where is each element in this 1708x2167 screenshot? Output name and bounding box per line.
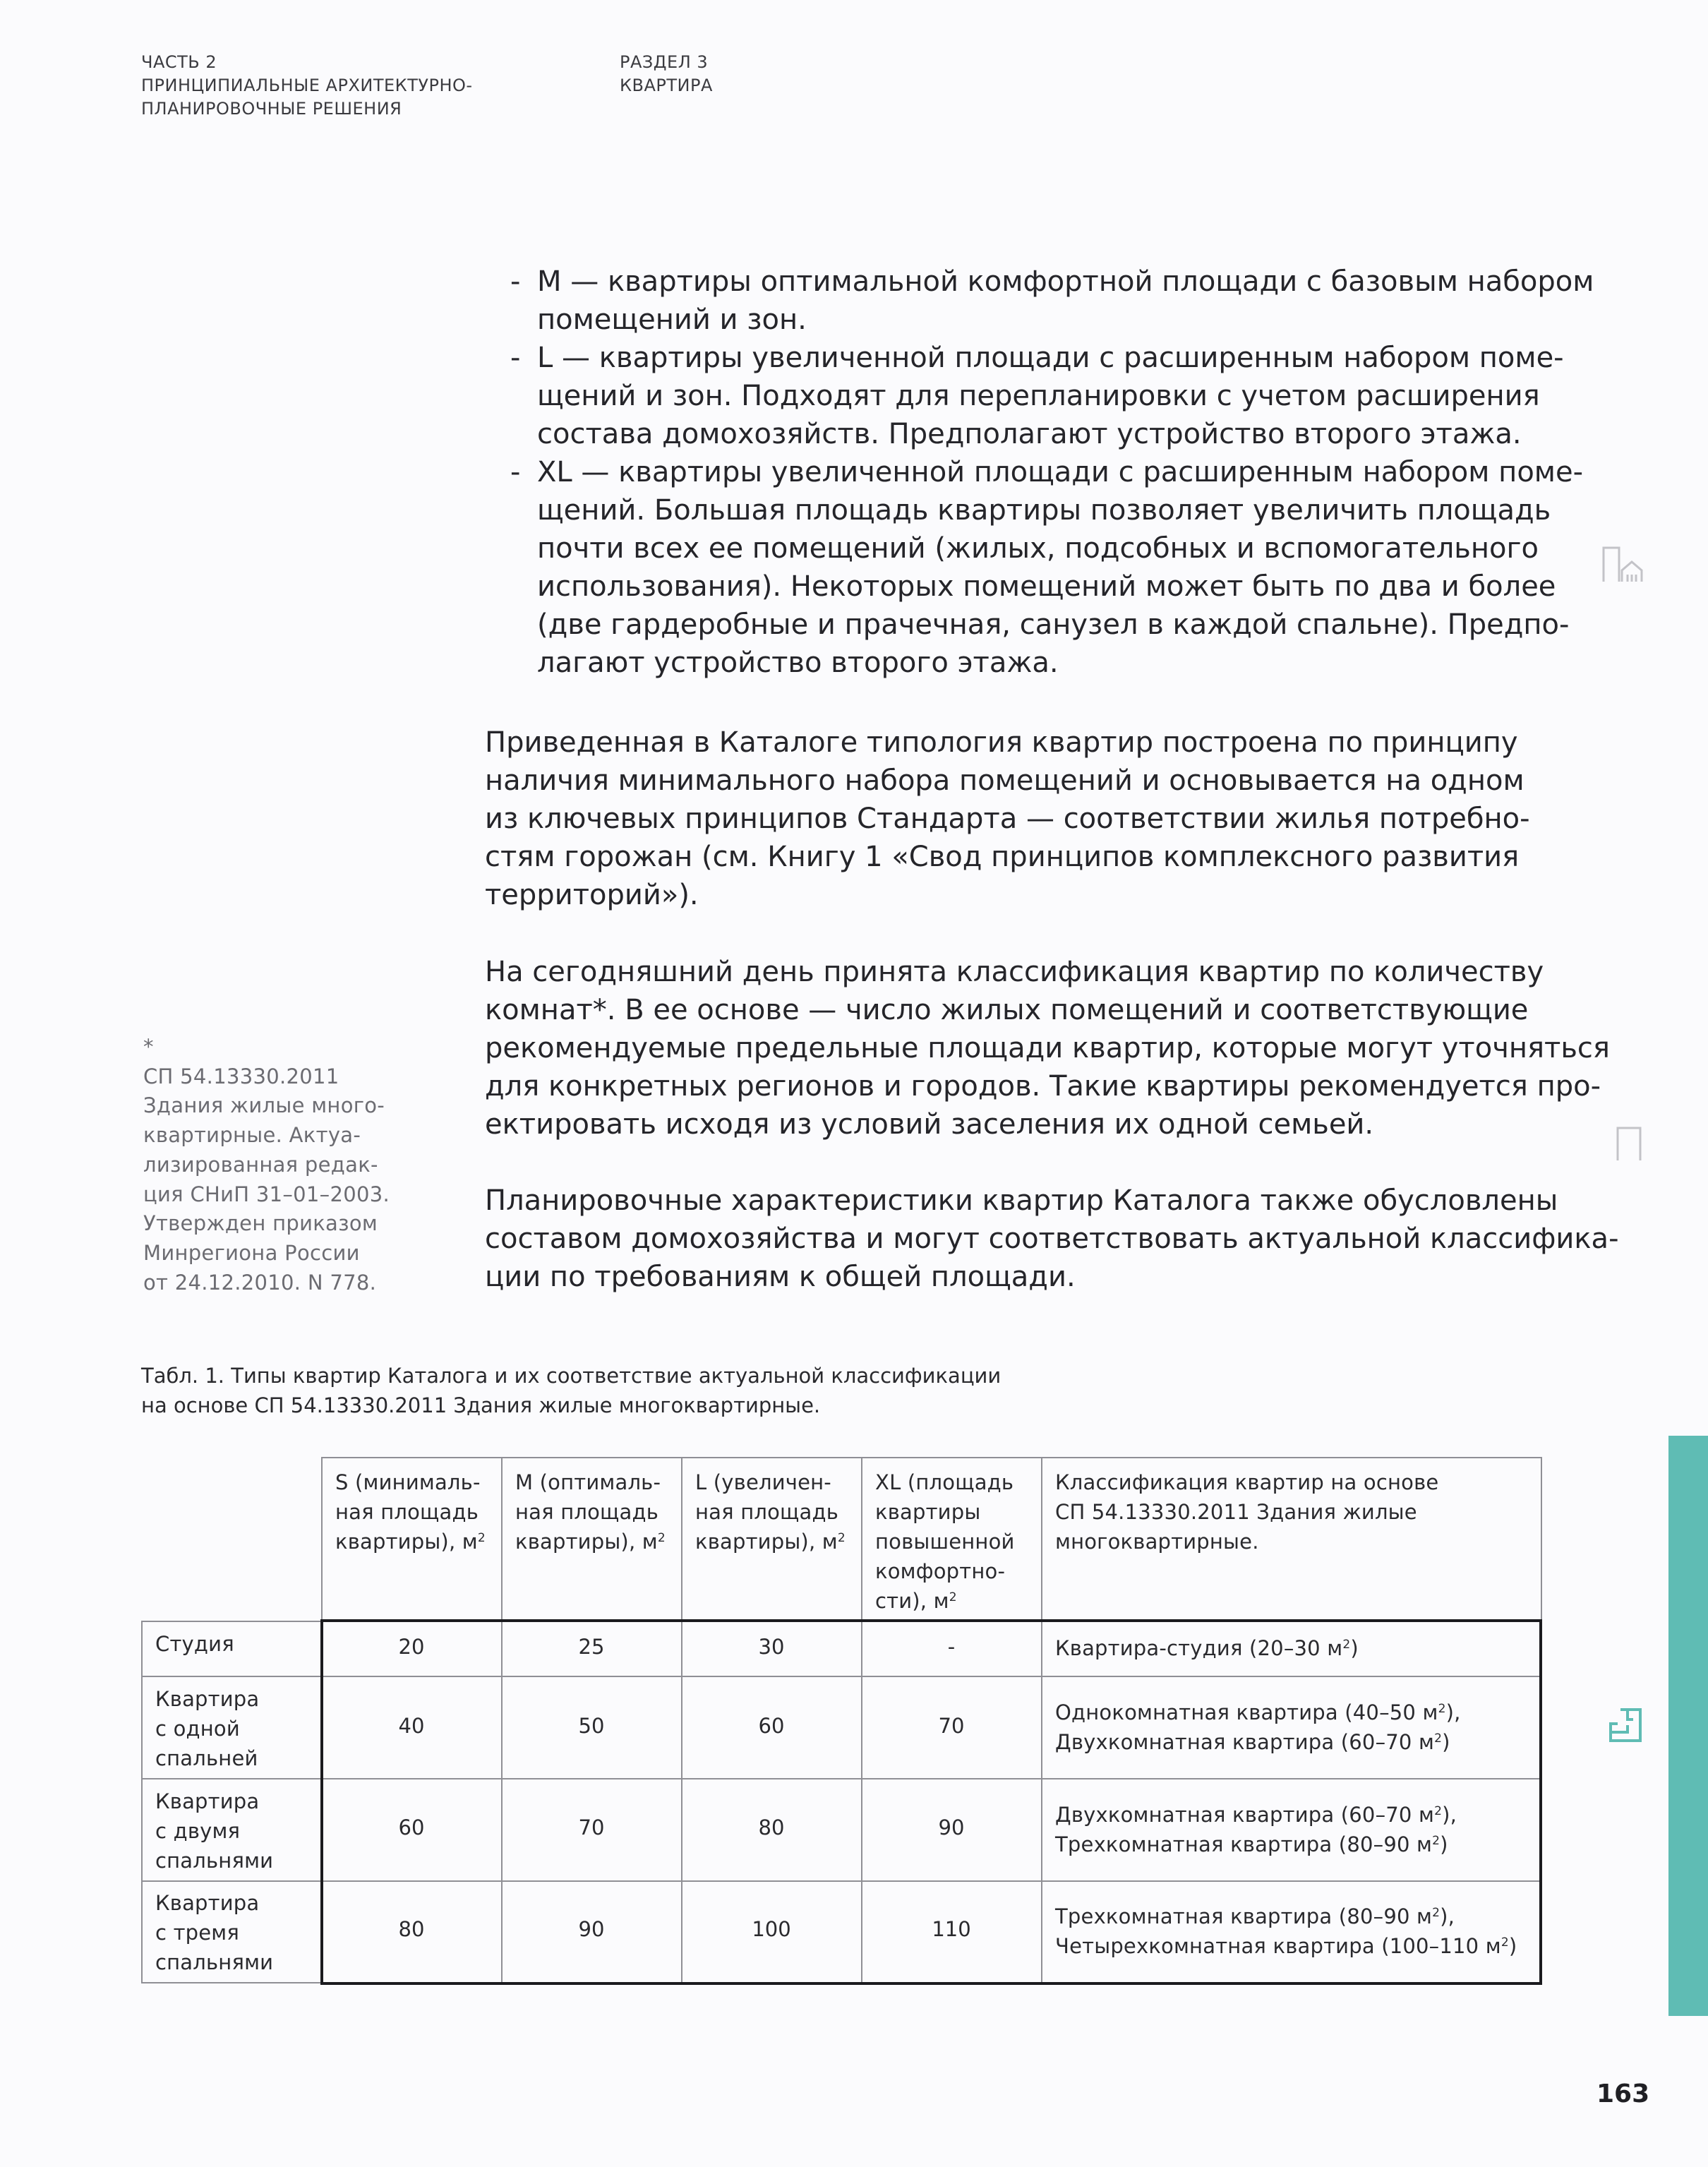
- caption-line: на основе СП 54.13330.2011 Здания жилые многоквартирные.: [141, 1393, 821, 1417]
- value-l: 60: [758, 1714, 785, 1738]
- classification-text: ),: [1442, 1803, 1457, 1827]
- footnote-line: *: [143, 1035, 154, 1059]
- classification-line: [1055, 1698, 1461, 1727]
- list-line: щений и зон. Подходят для перепланировки с учетом расширения: [537, 380, 1540, 412]
- caption-line: Табл. 1. Типы квартир Каталога и их соответствие актуальной классификации: [141, 1364, 1002, 1388]
- paragraph-classification: [485, 953, 1610, 1143]
- classification-text: Трехкомнатная квартира (80–90 м: [1055, 1832, 1433, 1856]
- bullet-dash: -: [510, 456, 521, 488]
- footnote-line: Утвержден приказом: [143, 1211, 378, 1236]
- value-m: 90: [578, 1917, 605, 1941]
- value-xl: 70: [938, 1714, 965, 1738]
- list-line: лагают устройство второго этажа.: [537, 647, 1059, 679]
- value-xl: 110: [932, 1917, 971, 1941]
- classification-line: [1055, 1830, 1457, 1859]
- value-m: 70: [578, 1815, 605, 1839]
- list-item: [485, 263, 1594, 339]
- header-line: [695, 1527, 846, 1556]
- unit-power: 2: [1432, 1906, 1441, 1920]
- header-line: Классификация квартир на основе: [1055, 1470, 1439, 1494]
- header-text: сти), м: [875, 1589, 949, 1613]
- classification-text: ): [1440, 1832, 1448, 1856]
- classification-text: Двухкомнатная квартира (60–70 м: [1055, 1730, 1435, 1754]
- classification-text: Однокомнатная квартира (40–50 м: [1055, 1700, 1438, 1724]
- classification-text: Квартира-студия (20–30 м: [1055, 1636, 1343, 1660]
- building-part-icon: [1601, 545, 1644, 584]
- header-line: многоквартирные.: [1055, 1530, 1259, 1554]
- classification-text: Двухкомнатная квартира (60–70 м: [1055, 1803, 1435, 1827]
- list-line: почти всех ее помещений (жилых, подсобных и вспомогательного: [537, 532, 1539, 565]
- paragraph-line: На сегодняшний день принята классификация квартир по количеству: [485, 956, 1544, 988]
- row-label-three-bedrooms: [155, 1888, 273, 1977]
- row-label-two-bedrooms: [155, 1787, 273, 1875]
- paragraph-line: для конкретных регионов и городов. Такие квартиры рекомендуется про-: [485, 1070, 1601, 1103]
- classification-line: [1055, 1902, 1517, 1931]
- unit-power: 2: [1342, 1638, 1351, 1652]
- unit-power: 2: [477, 1531, 486, 1545]
- value-m: 50: [578, 1714, 605, 1738]
- row-label-line: Квартира: [155, 1789, 260, 1813]
- row-label-line: спальней: [155, 1746, 258, 1770]
- apartment-types-table: [141, 1457, 1542, 1985]
- unit-power: 2: [1432, 1834, 1441, 1848]
- paragraph-line: Планировочные характеристики квартир Каталога также обусловлены: [485, 1184, 1558, 1217]
- table-grid-line: [321, 1457, 1542, 1458]
- unit-power: 2: [1438, 1702, 1446, 1716]
- value-l: 30: [758, 1635, 785, 1659]
- header-part: [141, 51, 536, 121]
- classification-text: ): [1508, 1934, 1517, 1958]
- row-label-line: с тремя: [155, 1921, 240, 1945]
- unit-power: 2: [657, 1531, 666, 1545]
- unit-power: 2: [1434, 1731, 1443, 1746]
- classification-three-bedrooms: [1055, 1902, 1517, 1961]
- paragraph-line: ции по требованиям к общей площади.: [485, 1261, 1076, 1293]
- header-line: [335, 1527, 486, 1556]
- unit-power: 2: [1434, 1804, 1443, 1818]
- row-label-line: с двумя: [155, 1819, 241, 1843]
- paragraph-line: рекомендуемые предельные площади квартир, которые могут уточняться: [485, 1032, 1610, 1064]
- row-label-line: Квартира: [155, 1687, 260, 1711]
- row-label-line: с одной: [155, 1717, 240, 1741]
- value-xl: -: [947, 1635, 956, 1659]
- classification-line: [1055, 1800, 1457, 1830]
- paragraph-line: Приведенная в Каталоге типология квартир построена по принципу: [485, 726, 1518, 759]
- unit-power: 2: [949, 1590, 957, 1604]
- footnote-line: от 24.12.2010. N 778.: [143, 1270, 377, 1295]
- classification-text: ),: [1440, 1904, 1455, 1928]
- header-line: ная площадь: [335, 1500, 479, 1524]
- value-s: 80: [398, 1917, 425, 1941]
- bullet-dash: -: [510, 342, 521, 374]
- classification-text: Четырехкомнатная квартира (100–110 м: [1055, 1934, 1501, 1958]
- footnote-line: ция СНиП 31–01–2003.: [143, 1182, 390, 1206]
- header-line: [515, 1527, 666, 1556]
- list-item: [485, 453, 1584, 682]
- paragraph-planning: [485, 1182, 1619, 1296]
- header-line: СП 54.13330.2011 Здания жилые: [1055, 1500, 1417, 1524]
- unit-power: 2: [1500, 1935, 1509, 1950]
- row-label-line: спальнями: [155, 1950, 274, 1974]
- table-caption: [141, 1361, 1001, 1420]
- value-l: 80: [758, 1815, 785, 1839]
- footnote-line: СП 54.13330.2011: [143, 1064, 339, 1088]
- footnote-line: лизированная редак-: [143, 1152, 378, 1177]
- classification-line: [1055, 1727, 1461, 1757]
- header-part-line: ПРИНЦИПИАЛЬНЫЕ АРХИТЕКТУРНО-: [141, 76, 473, 95]
- list-line: состава домохозяйств. Предполагают устройство второго этажа.: [537, 418, 1522, 450]
- paragraph-line: стям горожан (см. Книгу 1 «Свод принципов комплексного развития: [485, 841, 1520, 873]
- header-line: квартиры: [875, 1500, 981, 1524]
- header-text: квартиры), м: [335, 1530, 478, 1554]
- list-line: XL — квартиры увеличенной площади с расширенным набором поме-: [537, 456, 1584, 488]
- table-header-l: [695, 1467, 846, 1556]
- classification-two-bedrooms: [1055, 1800, 1457, 1859]
- paragraph-line: из ключевых принципов Стандарта — соответствии жилья потребно-: [485, 803, 1530, 835]
- paragraph-typology: [485, 724, 1544, 914]
- header-line: [875, 1586, 1015, 1616]
- section-part-icon: [1615, 1125, 1643, 1162]
- paragraph-line: наличия минимального набора помещений и основывается на одном: [485, 764, 1524, 797]
- table-grid-line: [141, 1621, 143, 1983]
- footnote: [143, 1033, 390, 1297]
- header-part-line: ЧАСТЬ 2: [141, 52, 217, 72]
- header-line: комфортно-: [875, 1559, 1006, 1583]
- paragraph-line: составом домохозяйства и могут соответствовать актуальной классифика-: [485, 1223, 1619, 1255]
- unit-power: 2: [837, 1531, 846, 1545]
- row-label-one-bedroom: [155, 1684, 259, 1773]
- value-s: 60: [398, 1815, 425, 1839]
- header-section-line: КВАРТИРА: [620, 76, 713, 95]
- list-line: щений. Большая площадь квартиры позволяет увеличить площадь: [537, 494, 1551, 527]
- table-header-s: [335, 1467, 486, 1556]
- list-line: (две гардеробные и прачечная, санузел в каждой спальне). Предпо-: [537, 608, 1570, 641]
- table-header-m: [515, 1467, 666, 1556]
- section-tab-marker: [1668, 1436, 1708, 2016]
- paragraph-line: комнат*. В ее основе — число жилых помещений и соответствующие: [485, 994, 1529, 1026]
- classification-studio: [1055, 1633, 1359, 1663]
- paragraph-line: ектировать исходя из условий заселения их одной семьей.: [485, 1108, 1374, 1141]
- list-line: помещений и зон.: [537, 304, 807, 336]
- list-item: [485, 339, 1564, 453]
- classification-one-bedroom: [1055, 1698, 1461, 1757]
- header-text: квартиры), м: [695, 1530, 838, 1554]
- value-s: 40: [398, 1714, 425, 1738]
- header-line: повышенной: [875, 1530, 1015, 1554]
- header-line: ная площадь: [515, 1500, 659, 1524]
- footnote-line: Минрегиона России: [143, 1240, 360, 1265]
- header-part-line: ПЛАНИРОВОЧНЫЕ РЕШЕНИЯ: [141, 99, 402, 119]
- classification-text: ): [1442, 1730, 1450, 1754]
- header-line: S (минималь-: [335, 1470, 481, 1494]
- classification-text: ),: [1445, 1700, 1461, 1724]
- page-number: 163: [1596, 2079, 1650, 2108]
- classification-line: [1055, 1931, 1517, 1961]
- header-line: ная площадь: [695, 1500, 839, 1524]
- header-section-line: РАЗДЕЛ 3: [620, 52, 709, 72]
- row-label-line: Студия: [155, 1632, 234, 1656]
- header-line: XL (площадь: [875, 1470, 1014, 1494]
- header-text: квартиры), м: [515, 1530, 658, 1554]
- row-label-studio: [155, 1629, 234, 1659]
- value-s: 20: [398, 1635, 425, 1659]
- row-label-line: Квартира: [155, 1891, 260, 1915]
- list-line: M — квартиры оптимальной комфортной площади с базовым набором: [537, 265, 1594, 298]
- list-line: L — квартиры увеличенной площади с расширенным набором поме-: [537, 342, 1564, 374]
- value-l: 100: [752, 1917, 791, 1941]
- classification-text: ): [1350, 1636, 1359, 1660]
- apartment-plan-icon: [1608, 1707, 1643, 1743]
- value-xl: 90: [938, 1815, 965, 1839]
- classification-line: [1055, 1633, 1359, 1663]
- row-label-line: спальнями: [155, 1849, 274, 1873]
- bullet-dash: -: [510, 265, 521, 298]
- header-section: [620, 51, 902, 97]
- value-m: 25: [578, 1635, 605, 1659]
- footnote-line: Здания жилые много-: [143, 1093, 385, 1118]
- list-line: использования). Некоторых помещений может быть по два и более: [537, 570, 1556, 603]
- table-header-xl: [875, 1467, 1015, 1616]
- paragraph-line: территорий»).: [485, 879, 699, 911]
- classification-text: Трехкомнатная квартира (80–90 м: [1055, 1904, 1433, 1928]
- apartment-type-list: [485, 263, 1594, 682]
- header-line: M (оптималь-: [515, 1470, 661, 1494]
- table-header-classification: [1055, 1467, 1438, 1556]
- header-line: L (увеличен-: [695, 1470, 831, 1494]
- footnote-line: квартирные. Актуа-: [143, 1123, 361, 1148]
